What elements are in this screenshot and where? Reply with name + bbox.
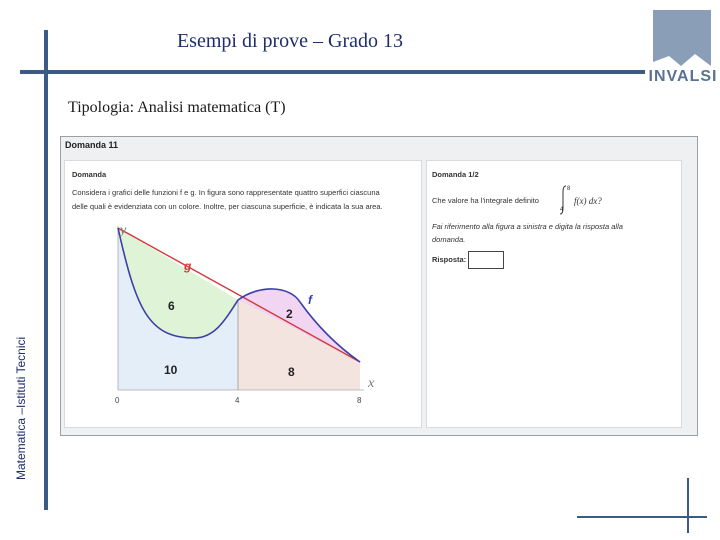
- instruction-line-2: domanda.: [432, 235, 466, 244]
- integral-lower-bound: 4: [560, 207, 564, 213]
- bottom-vertical-rule: [687, 478, 689, 533]
- y-axis-label: y: [120, 223, 127, 238]
- question-text-line-1: Considera i grafici delle funzioni f e g. In figura sono rappresentate quattro superfici ciascuna: [72, 188, 380, 197]
- logo-text: INVALSI: [648, 68, 718, 85]
- question-number: Domanda 11: [65, 140, 119, 150]
- left-vertical-rule: [44, 30, 48, 510]
- answer-input[interactable]: [468, 251, 504, 269]
- side-label: Matematica –Istituti Tecnici: [14, 336, 28, 480]
- top-horizontal-rule: [20, 70, 645, 74]
- slide-subtitle: Tipologia: Analisi matematica (T): [68, 99, 286, 116]
- x-tick-4: 4: [235, 396, 240, 405]
- g-label: g: [184, 259, 192, 273]
- f-label: f: [308, 293, 312, 307]
- integrand: f(x) dx?: [574, 196, 602, 206]
- area-label-blue: 10: [164, 363, 178, 377]
- question-text-line-2: delle quali è evidenziata con un colore. Inoltre, per ciascuna superficie, è indicata la sua area.: [72, 202, 383, 211]
- x-tick-0: 0: [115, 396, 120, 405]
- area-label-green: 6: [168, 299, 175, 313]
- x-tick-8: 8: [357, 396, 362, 405]
- function-graph: [64, 218, 420, 408]
- area-label-beige: 8: [288, 365, 295, 379]
- integral-question-text: Che valore ha l'integrale definito: [432, 196, 539, 205]
- instruction-line-1: Fai riferimento alla figura a sinistra e digita la risposta alla: [432, 222, 623, 231]
- answer-label: Risposta:: [432, 255, 467, 264]
- integral-upper-bound: 8: [567, 186, 571, 192]
- right-panel-heading: Domanda 1/2: [432, 170, 479, 179]
- left-panel-heading: Domanda: [72, 170, 107, 179]
- area-label-pink: 2: [286, 307, 293, 321]
- slide-title: Esempi di prove – Grado 13: [176, 30, 404, 52]
- x-axis-label: x: [368, 376, 375, 391]
